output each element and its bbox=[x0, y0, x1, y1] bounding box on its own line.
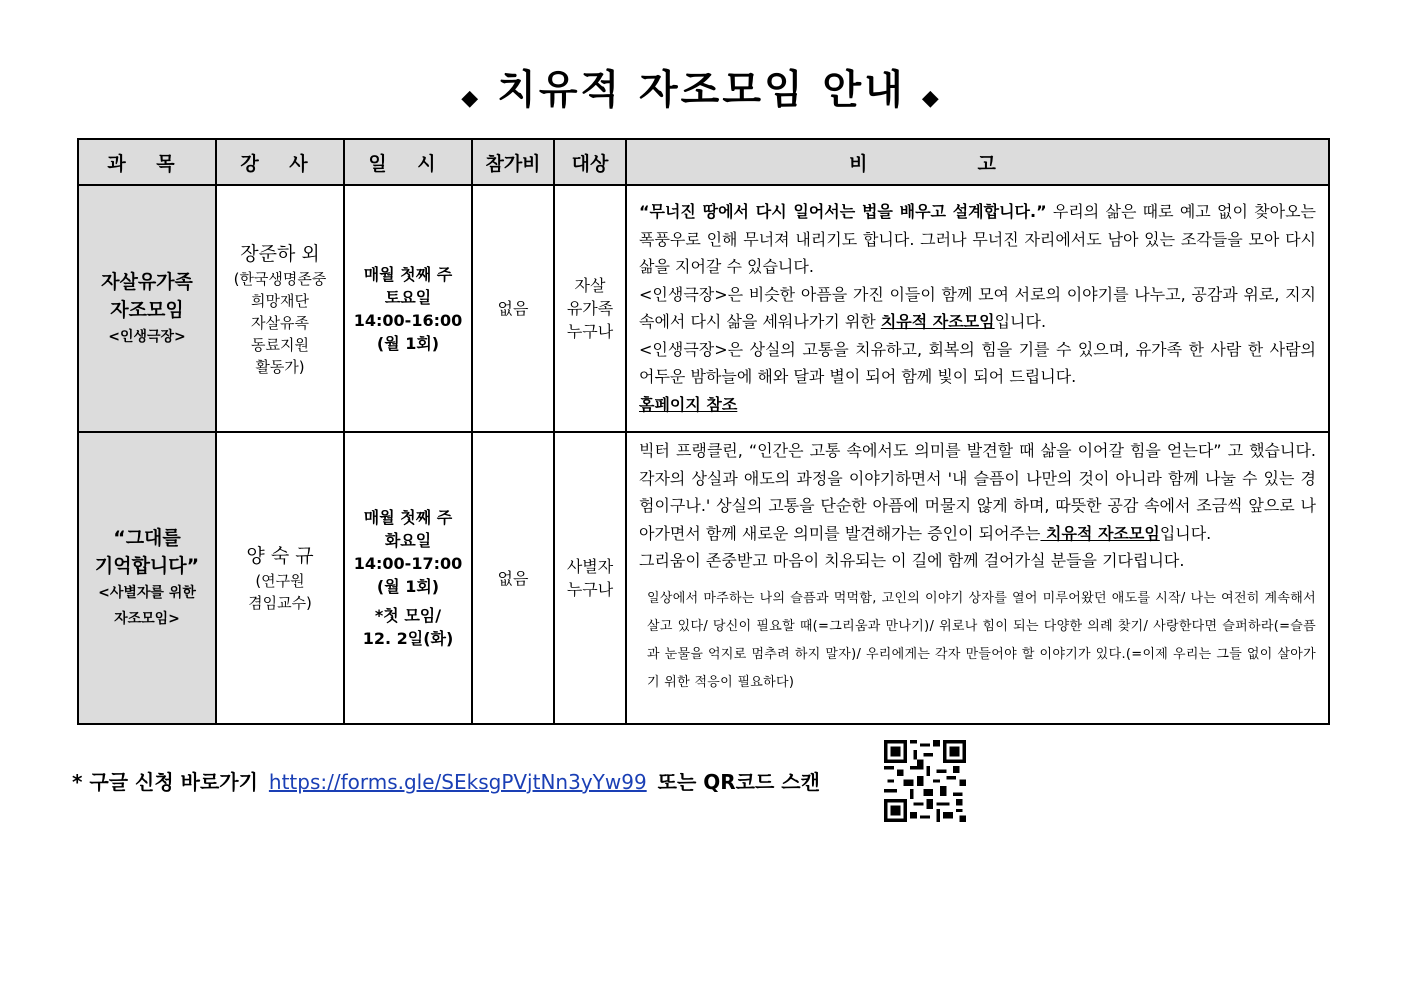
schedule-cell bbox=[344, 432, 472, 724]
subject-subtitle-line1: <사별자를 위한 bbox=[98, 585, 196, 601]
table-row bbox=[78, 432, 1329, 724]
remarks-cell bbox=[626, 185, 1329, 432]
instructor-detail-line: (연구원 bbox=[255, 572, 305, 590]
table-row bbox=[78, 185, 1329, 432]
remark-text: 우리의 삶은 때로 예고 없이 찾아오는 폭풍우로 인해 무너져 내리기도 합니다. 그러나 무너진 자리에서도 남아 있는 조각들을 모아 다시 삶을 지어갈 수 있습니다. bbox=[639, 202, 1316, 276]
remark-paragraph: <인생극장>은 상실의 고통을 치유하고, 회복의 힘을 기를 수 있으며, 유가족 한 사람 한 사람의 어두운 밤하늘에 해와 달과 별이 되어 함께 빛이 되어 드립니다. bbox=[639, 339, 1316, 386]
header-target: 대상 bbox=[554, 139, 626, 185]
self-help-group-highlight: 치유적 자조모임 bbox=[1040, 523, 1160, 543]
remark-text: 입니다. bbox=[994, 312, 1047, 331]
subject-cell bbox=[78, 432, 216, 724]
remark-paragraph bbox=[639, 198, 1316, 281]
subject-title-line2: 자조모임 bbox=[110, 298, 184, 321]
target-line: 유가족 bbox=[566, 299, 614, 318]
instructor-detail-line: 동료지원 bbox=[251, 335, 309, 354]
homepage-link[interactable]: 홈페이지 참조 bbox=[639, 394, 738, 414]
signup-suffix: 또는 QR코드 스캔 bbox=[657, 770, 820, 794]
target-cell bbox=[554, 185, 626, 432]
instructor-detail-line: (한국생명존중 bbox=[233, 269, 327, 288]
program-table bbox=[77, 138, 1330, 725]
subject-title-line1: “그대를 bbox=[113, 527, 181, 549]
target-line: 누구나 bbox=[566, 580, 614, 599]
subject-subtitle-line2: 자조모임> bbox=[114, 611, 180, 627]
instructor-name: 양 숙 규 bbox=[246, 545, 314, 567]
instructor-name: 장준하 외 bbox=[240, 242, 320, 265]
qr-code-icon[interactable] bbox=[884, 740, 966, 822]
remark-quote: “무너진 땅에서 다시 일어서는 법을 배우고 설계합니다.” bbox=[639, 202, 1047, 221]
header-schedule: 일 시 bbox=[344, 139, 472, 185]
diamond-left-icon: ◆ bbox=[461, 85, 482, 111]
remark-paragraph: 그리움이 존중받고 마음이 치유되는 이 길에 함께 걸어가실 분들을 기다립니다. bbox=[639, 551, 1185, 570]
target-line: 사별자 bbox=[566, 557, 614, 576]
page-title-text: 치유적 자조모임 안내 bbox=[497, 67, 906, 113]
table-header-row bbox=[78, 139, 1329, 185]
schedule-note-line: 12. 2일(화) bbox=[362, 629, 454, 648]
instructor-detail-line: 겸임교수) bbox=[248, 594, 312, 612]
page-title bbox=[0, 58, 1403, 115]
diamond-right-icon: ◆ bbox=[921, 85, 942, 111]
schedule-line: 14:00-16:00 bbox=[353, 310, 463, 330]
subject-cell bbox=[78, 185, 216, 432]
schedule-line: (월 1회) bbox=[376, 577, 440, 596]
schedule-line: 매월 첫째 주 bbox=[363, 264, 453, 284]
subject-title-line1: 자살유가족 bbox=[101, 270, 193, 293]
instructor-detail-line: 활동가) bbox=[255, 357, 305, 376]
session-topics: 일상에서 마주하는 나의 슬픔과 먹먹함, 고인의 이야기 상자를 열어 미루어왔던 애도를 시작/ 나는 여전히 계속해서 살고 있다/ 당신이 필요할 때(=그리움과 만나기)/ 위로나 힘이 되는 다양한 의례 찾기/ 사랑한다면 슬퍼하라(=슬픔과 눈물을 억지로 멈추려 하지 말자)/ 우리에게는 각자 만들어야 할 이야기가 있다.(=이제 우리는 그들 없이 살아가기 위한 적응이 필요하다) bbox=[647, 590, 1316, 690]
remark-text: <인생극장>은 비슷한 아픔을 가진 이들이 함께 모여 서로의 이야기를 나누고, 공감과 위로, 지지 속에서 다시 삶을 세워나가기 위한 bbox=[639, 284, 1316, 331]
remark-text: 입니다. bbox=[1159, 523, 1212, 543]
header-remarks: 비고 bbox=[626, 139, 1329, 185]
subject-title-line2: 기억합니다” bbox=[94, 555, 200, 577]
instructor-cell bbox=[216, 432, 344, 724]
signup-form-link[interactable]: https://forms.gle/SEksgPVjtNn3yYw99 bbox=[268, 770, 647, 794]
instructor-detail-line: 자살유족 bbox=[251, 313, 309, 332]
remark-text: 빅터 프랭클린, “인간은 고통 속에서도 의미를 발견할 때 삶을 이어갈 힘을 얻는다” 고 했습니다. 각자의 상실과 애도의 과정을 이야기하면서 '내 슬픔이 나만의 것이 아니라 함께 나눌 수 있는 경험이구나.' 상실의 고통을 단순한 아픔에 머물지 않게 하며, 따뜻한 공감 속에서 조금씩 앞으로 나아가면서 함께 새로운 의미를 발견해가는 증인이 되어주는 bbox=[639, 441, 1316, 543]
target-line: 자살 bbox=[574, 276, 606, 295]
schedule-line: 14:00-17:00 bbox=[353, 554, 463, 573]
instructor-detail-line: 희망재단 bbox=[251, 291, 309, 310]
schedule-line: 토요일 bbox=[384, 287, 432, 307]
self-help-group-highlight: 치유적 자조모임 bbox=[880, 312, 995, 331]
instructor-cell bbox=[216, 185, 344, 432]
fee-cell: 없음 bbox=[472, 432, 554, 724]
remarks-cell bbox=[626, 432, 1329, 724]
signup-prefix: * 구글 신청 바로가기 bbox=[72, 770, 258, 794]
header-instructor: 강 사 bbox=[216, 139, 344, 185]
subject-subtitle: <인생극장> bbox=[108, 328, 186, 345]
header-fee: 참가비 bbox=[472, 139, 554, 185]
signup-footer bbox=[72, 766, 820, 795]
target-cell bbox=[554, 432, 626, 724]
schedule-line: (월 1회) bbox=[376, 333, 440, 353]
header-subject: 과 목 bbox=[78, 139, 216, 185]
schedule-cell bbox=[344, 185, 472, 432]
schedule-line: 화요일 bbox=[384, 531, 432, 550]
schedule-line: 매월 첫째 주 bbox=[363, 508, 453, 527]
remark-paragraph bbox=[639, 281, 1316, 336]
fee-cell: 없음 bbox=[472, 185, 554, 432]
remark-paragraph bbox=[639, 437, 1316, 547]
target-line: 누구나 bbox=[566, 322, 614, 341]
schedule-note-line: *첫 모임/ bbox=[374, 606, 442, 625]
